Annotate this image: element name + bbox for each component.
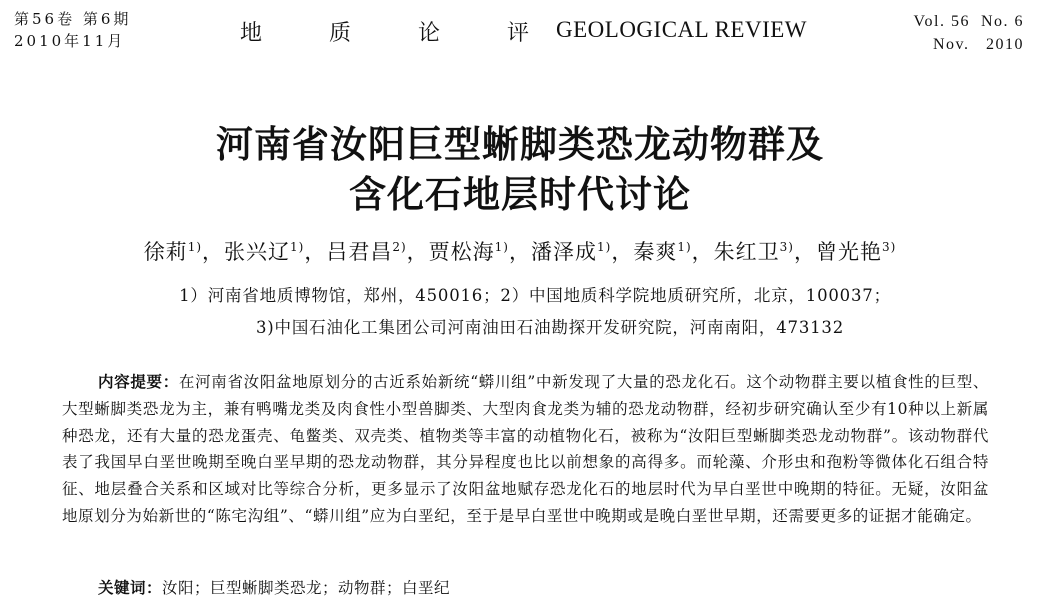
author-name: 张兴辽	[224, 240, 291, 264]
journal-name-cn: 地 质 论 评	[240, 21, 559, 46]
author-affiliation-mark: 1)	[494, 240, 509, 254]
volume-number-cn: 第56卷 第6期	[14, 10, 132, 28]
paper-title	[0, 120, 1040, 220]
abstract	[62, 369, 989, 530]
affiliation-line-1: 1）河南省地质博物馆，郑州，450016；2）中国地质科学院地质研究所，北京，100037；	[179, 286, 891, 305]
author-affiliation-mark: 3)	[779, 240, 794, 254]
issue-info-cn	[14, 8, 131, 52]
author-list: 徐莉$^{1)}$，张兴辽$^{1)}$，吕君昌$^{2)}$，贾松海$^{1)}$，潘泽成$^{1)}$，秦爽$^{1)}$，朱红卫$^{3)}$，曾光艳$^{3)}$	[143, 240, 897, 264]
paper-title-line-2: 含化石地层时代讨论	[349, 173, 691, 216]
abstract-text: 在河南省汝阳盆地原划分的古近系始新统“蟒川组”中新发现了大量的恐龙化石。这个动物群主要以植食性的巨型、大型蜥脚类恐龙为主，兼有鸭嘴龙类及肉食性小型兽脚类、大型肉食龙类为辅的恐龙动物群，经初步研究确认至少有10种以上新属种恐龙，还有大量的恐龙蛋壳、龟鳖类、双壳类、植物类等丰富的动植物化石，被称为“汝阳巨型蜥脚类恐龙动物群”。该动物群代表了我国早白垩世晚期至晚白垩早期的恐龙动物群，其分异程度也比以前想象的高得多。而轮藻、介形虫和孢粉等微体化石组合特征、地层叠合关系和区域对比等综合分析，更多显示了汝阳盆地赋存恐龙化石的地层时代为早白垩世中晚期的特征。无疑，汝阳盆地原划分为始新世的“陈宅沟组”、“蟒川组”应为白垩纪，至于是早白垩世中晚期或是晚白垩世早期，还需要更多的证据才能确定。	[62, 373, 989, 525]
author-name: 曾光艳	[815, 240, 882, 264]
author-name: 徐莉	[143, 240, 188, 264]
volume-number-en: Vol. 56 No. 6	[913, 13, 1024, 30]
author-name: 贾松海	[428, 240, 495, 264]
author-name: 朱红卫	[713, 240, 780, 264]
keywords	[98, 576, 450, 598]
paper-title-line-1: 河南省汝阳巨型蜥脚类恐龙动物群及	[216, 123, 824, 166]
author-name: 吕君昌	[326, 240, 393, 264]
issue-date-cn: 2010年11月	[14, 32, 126, 50]
abstract-label: 内容提要：	[98, 373, 179, 391]
affiliation-line-2: 3)中国石油化工集团公司河南油田石油勘探开发研究院，河南南阳，473132	[255, 318, 845, 337]
issue-date-en: Nov. 2010	[932, 36, 1024, 53]
keywords-label: 关键词：	[98, 579, 163, 597]
author-affiliation-mark: 1)	[290, 240, 305, 254]
journal-name-en: GEOLOGICAL REVIEW	[556, 17, 808, 42]
author-affiliation-mark: 1)	[677, 240, 692, 254]
author-name: 潘泽成	[531, 240, 597, 264]
author-affiliation-mark: 3)	[881, 240, 897, 254]
keywords-text: 汝阳；巨型蜥脚类恐龙；动物群；白垩纪	[162, 579, 451, 597]
author-name: 秦爽	[633, 240, 678, 264]
issue-info-en	[914, 10, 1025, 56]
author-affiliation-mark: 1)	[597, 240, 612, 254]
author-affiliation-mark: 2)	[392, 240, 407, 254]
author-affiliation-mark: 1)	[187, 240, 203, 254]
